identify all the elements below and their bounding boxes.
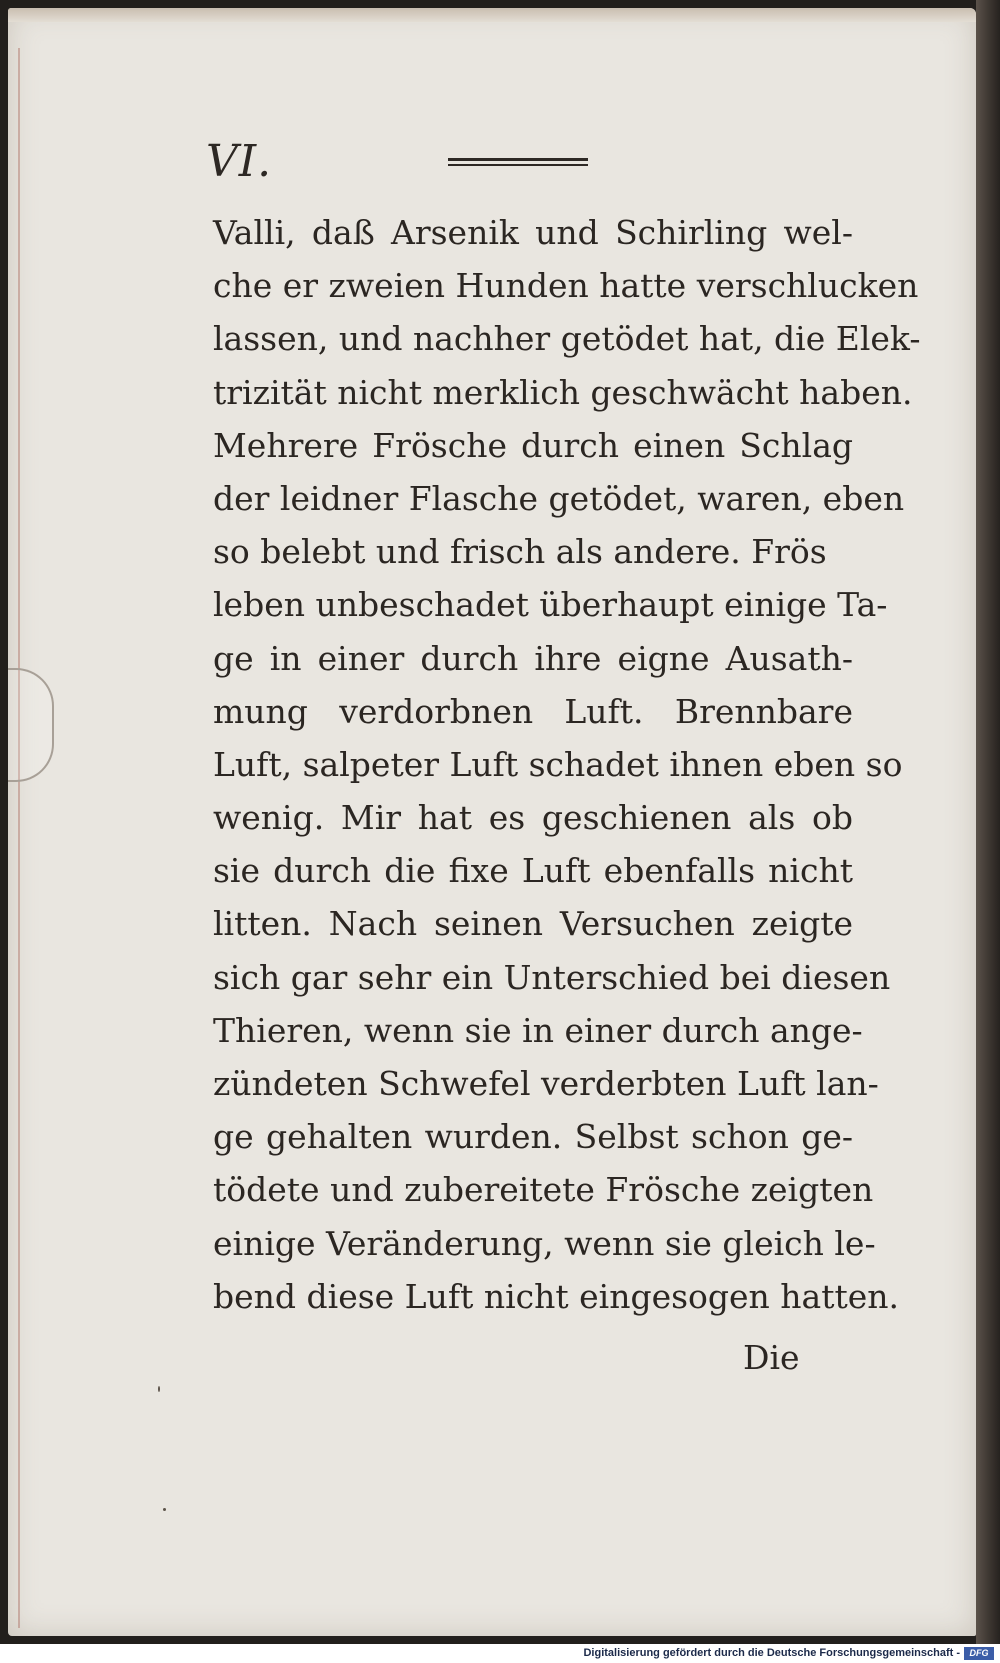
- text-line: ge gehalten wurden. Selbst schon ge-: [213, 1117, 853, 1157]
- text-line: leben unbeschadet überhaupt einige Ta-: [213, 585, 888, 625]
- text-line: ge in einer durch ihre eigne Ausath-: [213, 638, 853, 678]
- text-line: trizität nicht merklich geschwächt haben.: [213, 372, 913, 412]
- text-line: sie durch die fixe Luft ebenfalls nicht: [213, 851, 853, 891]
- page-clip-shadow: [8, 668, 54, 782]
- text-line: wenig. Mir hat es geschienen als ob: [213, 798, 853, 838]
- text-line: lassen, und nachher getödet hat, die Elek-: [213, 319, 921, 359]
- text-line: einige Veränderung, wenn sie gleich le-: [213, 1223, 876, 1263]
- text-line: so belebt und frisch als andere. Frös: [213, 532, 827, 572]
- text-line: der leidner Flasche getödet, waren, eben: [213, 478, 905, 518]
- page-top-edge: [8, 8, 976, 22]
- text-line: litten. Nach seinen Versuchen zeigte: [213, 904, 853, 944]
- page-margin-line: [18, 48, 20, 1628]
- text-line: mung verdorbnen Luft. Brennbare: [213, 691, 853, 731]
- text-line: bend diese Luft nicht eingesogen hatten.: [213, 1276, 900, 1316]
- digitization-credit: Digitalisierung gefördert durch die Deutsche Forschungsgemeinschaft -: [583, 1647, 960, 1659]
- text-line: Valli, daß Arsenik und Schirling wel-: [213, 213, 853, 252]
- text-line: Luft, salpeter Luft schadet ihnen eben so: [213, 744, 903, 784]
- book-page: [8, 8, 976, 1636]
- header-rule-thick: [448, 158, 588, 161]
- text-line: Thieren, wenn sie in einer durch ange-: [213, 1010, 863, 1050]
- paper-speck: [163, 1508, 166, 1511]
- page-number: VI.: [206, 136, 273, 187]
- header-rule-thin: [448, 164, 588, 166]
- paper-speck: [158, 1386, 160, 1392]
- dfg-logo: DFG: [964, 1647, 994, 1660]
- text-line: zündeten Schwefel verderbten Luft lan-: [213, 1064, 879, 1103]
- footer-bar: [0, 1644, 1000, 1663]
- text-line: sich gar sehr ein Unterschied bei diesen: [213, 957, 891, 997]
- text-line: che er zweien Hunden hatte verschlucken: [213, 266, 919, 306]
- header-rule: [448, 158, 588, 168]
- catchword: Die: [743, 1338, 800, 1377]
- text-line: tödete und zubereitete Frösche zeigten: [213, 1170, 874, 1210]
- text-line: Mehrere Frösche durch einen Schlag: [213, 425, 853, 465]
- body-text: [213, 206, 921, 1323]
- book-binding-edge: [976, 0, 1000, 1663]
